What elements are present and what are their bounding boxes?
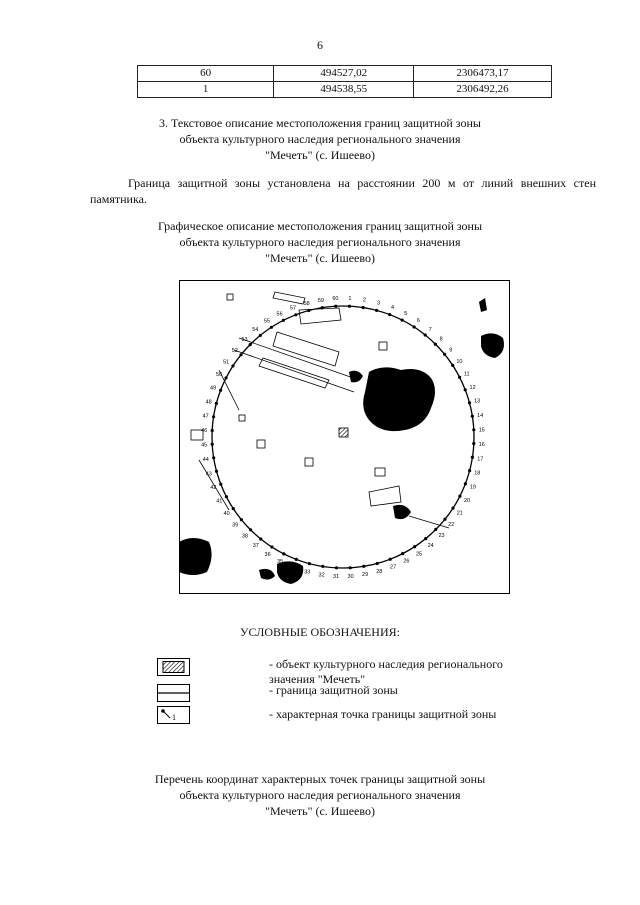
page-number: 6 [317,38,323,52]
paragraph-line: Граница защитной зоны установлена на расстоянии 200 м от линий внешних стен [128,176,596,190]
boundary-point [464,482,467,485]
boundary-point [424,333,427,336]
boundary-point-icon [157,706,190,724]
table-row [138,82,552,98]
boundary-point-label: 1 [348,296,352,303]
boundary-point [472,442,475,445]
boundary-point [270,326,273,329]
boundary-point [376,562,379,565]
boundary-point [219,389,222,392]
boundary-point [219,483,222,486]
boundary-point [472,428,475,431]
title-line: Перечень координат характерных точек границы защитной зоны [154,772,486,786]
boundary-point [211,443,214,446]
title-line: объекта культурного наследия регионального значения [179,132,461,146]
boundary-point-label: 42 [210,485,217,492]
boundary-point-label: 22 [448,522,455,529]
boundary-point [249,528,252,531]
legend-line: - характерная точка границы защитной зоны [269,707,497,721]
table-cell-x: 494538,55 [274,82,414,98]
title-line: Графическое описание местоположения границ защитной зоны [157,219,483,233]
boundary-point-label: 11 [463,371,470,378]
boundary-point-label: 23 [438,533,445,540]
title-line: 3. Текстовое описание местоположения границ защитной зоны [159,116,481,130]
boundary-point-label: 15 [478,427,485,434]
boundary-point-label: 10 [456,359,463,365]
hatched-square-icon [157,658,190,676]
boundary-point-label: 59 [317,297,324,304]
boundary-point-label: 39 [232,522,239,529]
boundary-point-label: 46 [201,428,208,435]
boundary-point-label: 45 [201,442,208,449]
boundary-point-label: 29 [362,572,369,579]
boundary-point [249,343,252,346]
boundary-point-label: 8 [439,336,443,343]
boundary-point-label: 41 [216,498,223,505]
boundary-point [362,565,365,568]
boundary-point-label: 3 [377,300,381,307]
boundary-point [259,334,262,337]
boundary-point [211,429,214,432]
boundary-point-label: 17 [477,456,484,463]
boundary-point [295,558,298,561]
boundary-point-label: 25 [415,551,423,558]
boundary-point-label: 34 [290,564,297,571]
boundary-point [468,469,471,472]
boundary-point [239,353,242,356]
legend-line: - объект культурного наследия регионального [269,657,503,671]
boundary-point [375,309,378,312]
boundary-point [282,319,285,322]
boundary-point [212,456,215,459]
boundary-point-label: 32 [318,572,325,579]
boundary-point [413,545,416,548]
boundary-point [240,518,243,521]
legend-line: значения "Мечеть" [269,672,366,686]
boundary-point [259,537,262,540]
boundary-point-label: 52 [231,347,238,354]
boundary-point-label: 53 [241,336,248,343]
boundary-point-label: 14 [477,412,484,419]
protective-zone-map [179,280,510,594]
boundary-point [270,545,273,548]
title-line: объекта культурного наследия регионального значения [179,788,461,802]
boundary-point-label: 12 [469,384,476,391]
boundary-point-label: 40 [223,511,230,517]
boundary-point [434,343,437,346]
boundary-point-label: 13 [474,398,481,405]
boundary-point [225,376,228,379]
boundary-point [468,401,471,404]
point-symbol-label: 1 [172,713,176,722]
graphic-title [0,218,640,266]
boundary-point-label: 47 [202,413,209,420]
boundary-point-label: 51 [223,359,230,366]
legend-title: УСЛОВНЫЕ ОБОЗНАЧЕНИЯ: [240,625,400,639]
paragraph-line: памятника. [90,192,147,206]
boundary-point [321,565,324,568]
boundary-point [294,313,297,316]
boundary-point-label: 26 [403,558,410,565]
boundary-point-label: 58 [303,300,310,307]
boundary-point [282,552,285,555]
table-cell-point: 60 [138,66,274,82]
boundary-point-label: 37 [252,543,259,550]
boundary-point-label: 7 [428,326,432,333]
boundary-point-label: 9 [449,347,453,354]
boundary-point-label: 21 [456,510,463,517]
boundary-point-label: 24 [427,542,434,549]
title-line: "Мечеть" (с. Ишеево) [265,251,375,265]
boundary-point [424,537,427,540]
dark-area [179,538,212,575]
boundary-point [232,507,235,510]
boundary-point [471,415,474,418]
boundary-point-label: 50 [215,372,223,379]
coordinates-list-title [0,771,640,819]
boundary-point [321,306,324,309]
boundary-point-label: 4 [390,305,395,312]
boundary-point-label: 33 [304,569,311,576]
boundary-point [388,313,391,316]
boundary-point [362,306,365,309]
boundary-point-label: 27 [390,564,397,571]
boundary-point-label: 16 [478,441,485,448]
boundary-point-label: 28 [376,569,383,576]
boundary-point-label: 43 [205,471,212,478]
boundary-point [212,415,215,418]
boundary-point-label: 48 [205,399,212,406]
boundary-point-label: 38 [241,533,248,540]
title-line: "Мечеть" (с. Ишеево) [265,148,375,162]
title-line: объекта культурного наследия регионального значения [179,235,461,249]
boundary-point [389,558,392,561]
boundary-point-label: 36 [264,551,271,558]
table-cell-point: 1 [138,82,274,98]
boundary-point-label: 5 [404,311,408,317]
boundary-point-label: 54 [252,327,259,334]
boundary-point [451,507,454,510]
boundary-point-label: 57 [289,305,296,312]
boundary-point [443,353,446,356]
mosque-object [339,428,348,437]
boundary-point [225,495,228,498]
boundary-point [215,470,218,473]
boundary-point-label: 49 [210,385,217,392]
boundary-point-label: 30 [347,573,354,580]
boundary-point-label: 19 [469,484,476,491]
boundary-point-label: 56 [276,311,283,318]
boundary-point-label: 44 [202,457,209,464]
boundary-line-icon [157,684,190,702]
boundary-point [413,325,416,328]
boundary-point [334,305,337,308]
table-cell-y: 2306473,17 [414,66,552,82]
boundary-point [308,562,311,565]
boundary-point [451,364,454,367]
boundary-point [349,566,352,569]
boundary-point [401,552,404,555]
boundary-point [401,319,404,322]
boundary-point [434,528,437,531]
title-line: "Мечеть" (с. Ишеево) [265,804,375,818]
legend-text [269,707,569,722]
boundary-point [335,566,338,569]
boundary-point [464,388,467,391]
table-row [138,66,552,82]
legend-line: - граница защитной зоны [269,683,398,697]
boundary-point [307,309,310,312]
boundary-point-label: 60 [332,296,339,303]
boundary-point-label: 55 [263,318,271,325]
boundary-point [458,376,461,379]
boundary-point [231,364,234,367]
boundary-point-label: 20 [463,497,471,504]
boundary-point-label: 6 [416,318,420,325]
boundary-point [443,518,446,521]
boundary-point [348,305,351,308]
section3-title [0,115,640,163]
boundary-point [215,402,218,405]
table-cell-x: 494527,02 [274,66,414,82]
zone-description-paragraph [90,175,596,207]
coordinates-table [137,65,552,98]
legend-text [269,683,569,698]
boundary-point-label: 2 [362,297,366,304]
boundary-point-label: 35 [277,559,284,565]
boundary-point [458,495,461,498]
table-cell-y: 2306492,26 [414,82,552,98]
boundary-point-label: 18 [474,470,481,477]
boundary-point [471,456,474,459]
boundary-point-label: 31 [333,573,340,580]
